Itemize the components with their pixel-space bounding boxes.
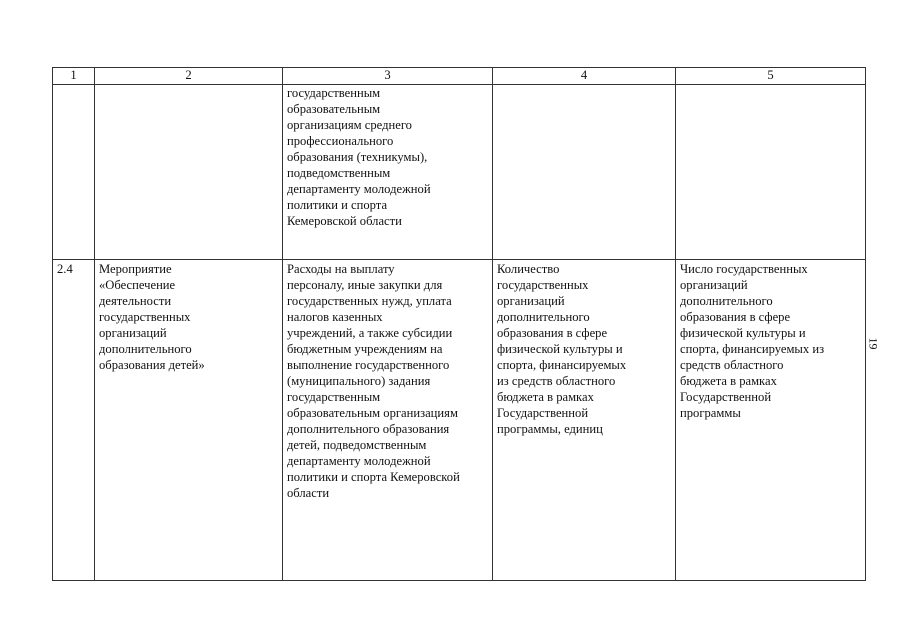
header-col-4: 4	[493, 68, 676, 85]
header-col-5: 5	[676, 68, 866, 85]
row-continued-expenses: государственным образовательным организациям среднего профессионального образования (техникумы), подведомственным департаменту молодежной политики и спорта Кемеровской области	[283, 85, 493, 260]
row-2-4-definition: Число государственных организаций дополнительного образования в сфере физической культуры и спорта, финансируемых из средств областного бюджета в рамках Государственной программы	[676, 260, 866, 581]
row-continued-definition	[676, 85, 866, 260]
row-continued-name	[95, 85, 283, 260]
row-2-4-name: Мероприятие «Обеспечение деятельности государственных организаций дополнительного образования детей»	[95, 260, 283, 581]
header-col-2: 2	[95, 68, 283, 85]
program-table	[52, 67, 866, 581]
header-col-3: 3	[283, 68, 493, 85]
row-2-4-number: 2.4	[53, 260, 95, 581]
table-row-continued	[53, 85, 866, 260]
header-col-1: 1	[53, 68, 95, 85]
row-2-4-indicator: Количество государственных организаций дополнительного образования в сфере физической культуры и спорта, финансируемых из средств областного бюджета в рамках Государственной программы, единиц	[493, 260, 676, 581]
row-continued-indicator	[493, 85, 676, 260]
row-2-4-expenses: Расходы на выплату персоналу, иные закупки для государственных нужд, уплата налогов казенных учреждений, а также субсидии бюджетным учреждениям на выполнение государственного (муниципального) задания государственным образовательным организациям дополнительного образования детей, подведомственным департаменту молодежной политики и спорта Кемеровской области	[283, 260, 493, 581]
row-continued-number	[53, 85, 95, 260]
table-row-2-4	[53, 260, 866, 581]
page-number: 19	[866, 337, 881, 350]
header-row	[53, 68, 866, 85]
